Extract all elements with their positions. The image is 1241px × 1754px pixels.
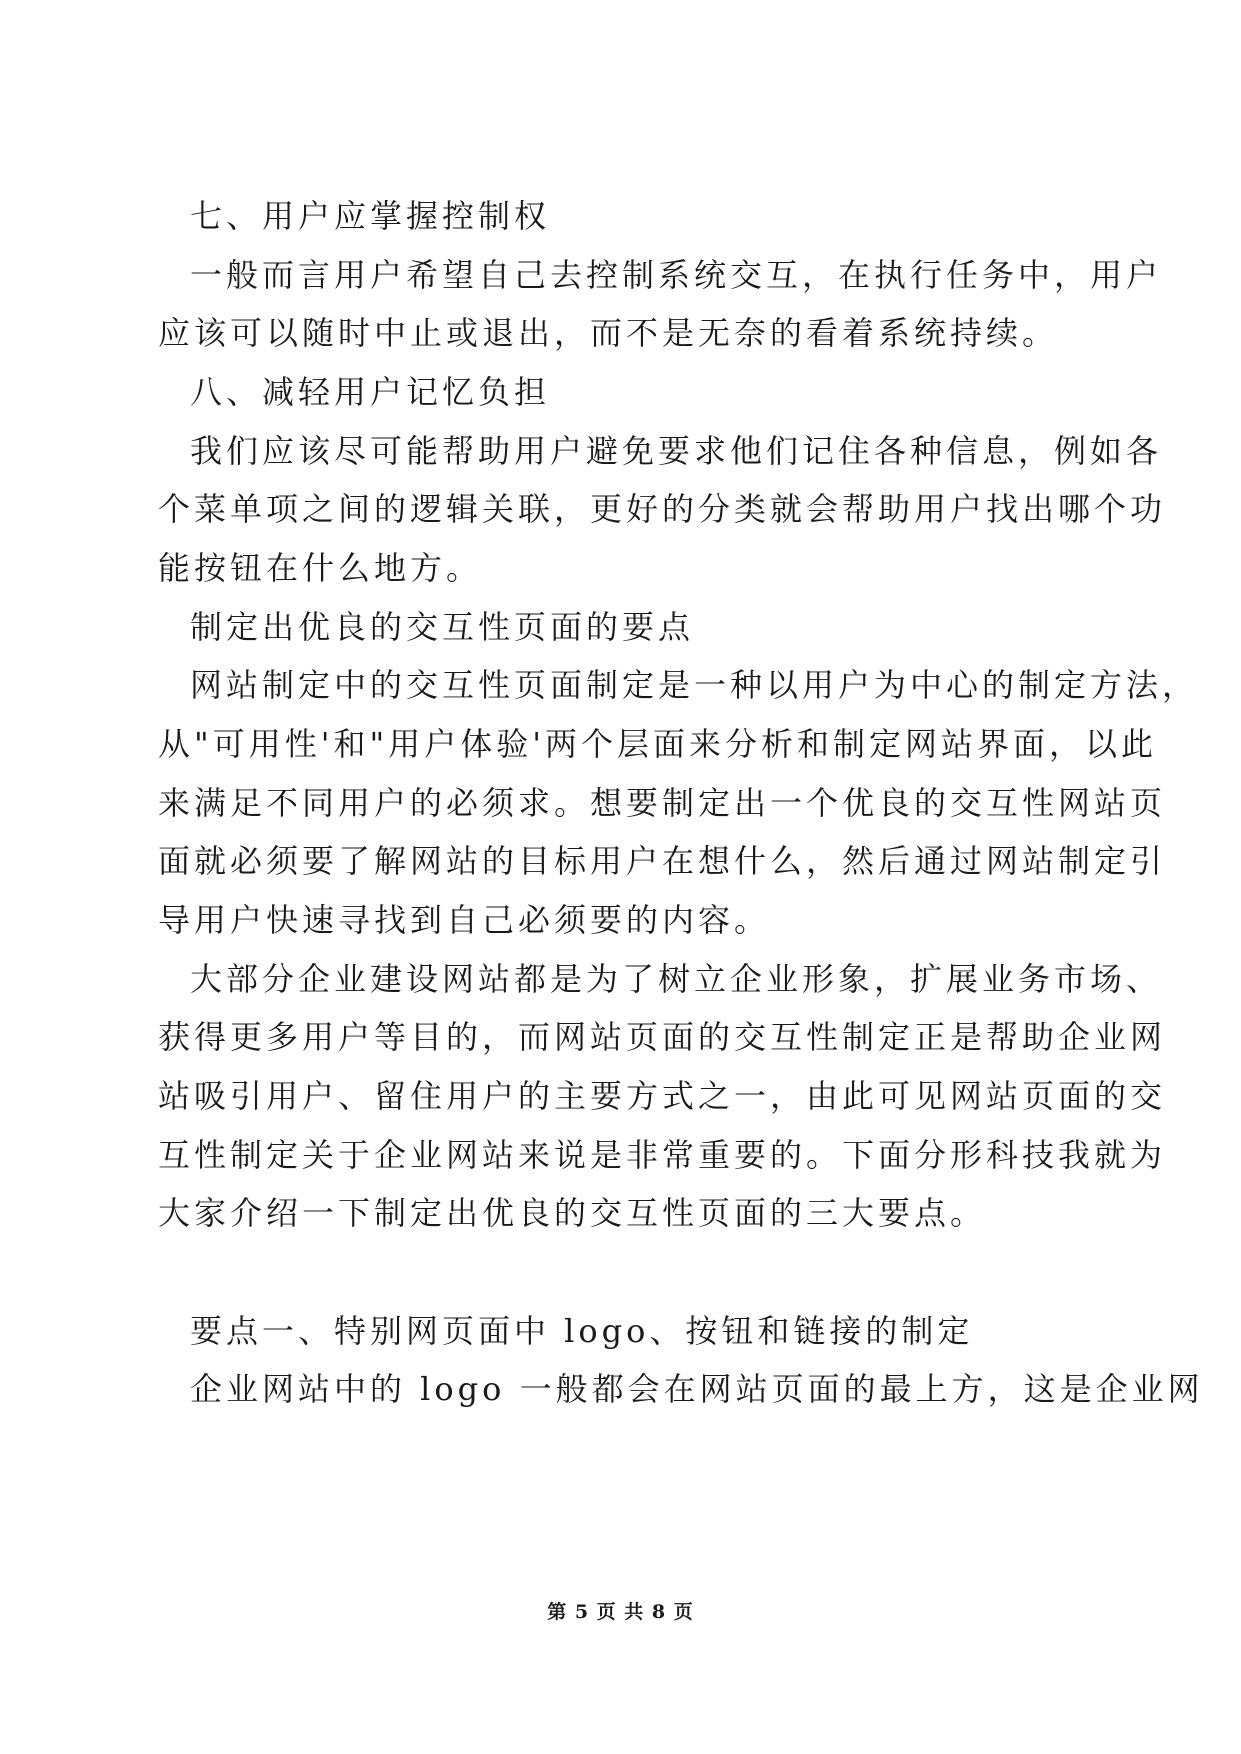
paragraph-line: 来满足不同用户的必须求。想要制定出一个优良的交互性网站页 [158,784,1167,822]
page-footer: 第 5 页 共 8 页 [547,1601,694,1623]
paragraph-line: 导用户快速寻找到自己必须要的内容。 [158,901,771,939]
paragraph-line: 企业网站中的 logo 一般都会在网站页面的最上方，这是企业网 [190,1370,1204,1408]
section-heading: 七、用户应掌握控制权 [190,197,551,235]
paragraph-line: 从"可用性'和"用户体验'两个层面来分析和制定网站界面，以此 [158,725,1158,763]
paragraph-line: 大部分企业建设网站都是为了树立企业形象，扩展业务市场、 [190,960,1163,998]
section-heading: 要点一、特别网页面中 logo、按钮和链接的制定 [190,1312,974,1350]
paragraph-line: 能按钮在什么地方。 [158,549,483,587]
paragraph-line: 站吸引用户、留住用户的主要方式之一，由此可见网站页面的交 [158,1077,1167,1115]
section-heading: 制定出优良的交互性页面的要点 [190,608,695,646]
paragraph-line: 大家介绍一下制定出优良的交互性页面的三大要点。 [158,1194,987,1232]
paragraph-line: 获得更多用户等目的，而网站页面的交互性制定正是帮助企业网 [158,1018,1167,1056]
section-heading: 八、减轻用户记忆负担 [190,373,551,411]
paragraph-line: 应该可以随时中止或退出，而不是无奈的看着系统持续。 [158,314,1059,352]
paragraph-line: 我们应该尽可能帮助用户避免要求他们记住各种信息，例如各 [190,432,1163,470]
paragraph-line: 个菜单项之间的逻辑关联，更好的分类就会帮助用户找出哪个功 [158,490,1167,528]
paragraph-line: 一般而言用户希望自己去控制系统交互，在执行任务中，用户 [190,256,1163,294]
paragraph-line: 互性制定关于企业网站来说是非常重要的。下面分形科技我就为 [158,1136,1167,1174]
paragraph-line: 网站制定中的交互性页面制定是一种以用户为中心的制定方法， [190,666,1199,704]
paragraph-line: 面就必须要了解网站的目标用户在想什么，然后通过网站制定引 [158,842,1167,880]
